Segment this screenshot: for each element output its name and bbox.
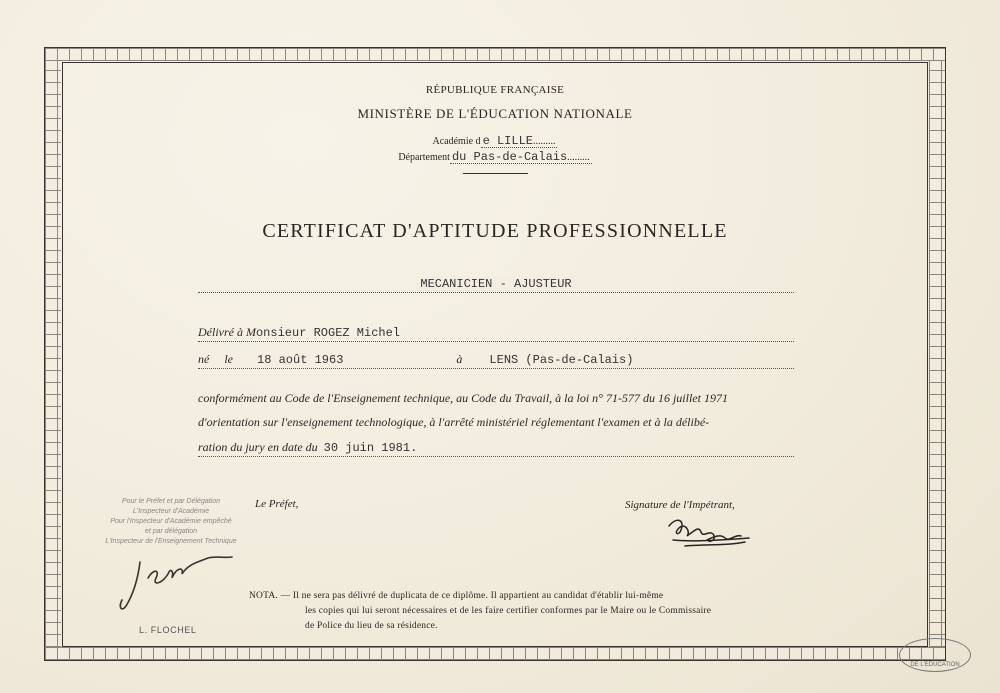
birth-line [198, 352, 794, 369]
ministry-heading: MINISTÈRE DE L'ÉDUCATION NATIONALE [357, 106, 633, 121]
nota-line-1: NOTA. — Il ne sera pas délivré de duplicata de ce diplôme. Il appartient au candidat d'établir lui-même [249, 591, 664, 601]
delivered-label: Délivré à M [198, 325, 256, 339]
jury-date-label: ration du jury en date du [198, 440, 318, 454]
departement-value: du Pas-de-Calais [451, 150, 568, 164]
header-divider [463, 173, 528, 174]
nota-block [249, 589, 769, 634]
at-label: à [456, 352, 463, 366]
birth-date: 18 août 1963 [257, 353, 344, 367]
jury-date: 30 juin 1981. [323, 441, 418, 455]
stamp-line: L'Inspecteur de l'Enseignement Technique [105, 538, 237, 545]
delegation-stamp [78, 497, 264, 547]
stamp-line: Pour l'Inspecteur d'Académie empêché [110, 518, 232, 525]
academie-value: e LILLE [482, 134, 533, 148]
departement-label: Département [398, 152, 450, 163]
jury-date-line [198, 439, 794, 457]
republic-heading: RÉPUBLIQUE FRANÇAISE [425, 84, 565, 96]
recipient-line [198, 325, 794, 342]
academie-label: Académie d [432, 136, 481, 147]
body-text-line-1: conformément au Code de l'Enseignement technique, au Code du Travail, à la loi n° 71-577 du 16 juillet 1971 [198, 391, 728, 405]
body-text-line-2: d'orientation sur l'enseignement technologique, à l'arrêté ministériel réglementant l'examen et à la délibé- [198, 415, 710, 429]
stamp-line: L'Inspecteur d'Académie [132, 508, 210, 515]
stamp-line: et par délégation [144, 528, 198, 535]
nota-line-3: de Police du lieu de sa résidence. [305, 621, 438, 631]
certificate-title: CERTIFICAT D'APTITUDE PROFESSIONNELLE [262, 220, 728, 242]
nota-line-2: les copies qui lui seront nécessaires et de les faire certifier conformes par le Maire ou le Commissaire [305, 606, 712, 616]
seal-text: DE L'ÉDUCATION [910, 662, 960, 668]
speciality-line [198, 276, 794, 293]
official-name: L. FLOCHEL [139, 625, 197, 635]
academie-line: Académie d e LILLE......... [432, 134, 556, 148]
impetrant-signature-label: Signature de l'Impétrant, [625, 499, 735, 511]
prefet-label: Le Préfet, [255, 498, 299, 510]
born-label: né [198, 352, 210, 366]
official-seal [899, 638, 971, 672]
departement-line: Département du Pas-de-Calais......... [398, 150, 590, 164]
birth-place: LENS (Pas-de-Calais) [489, 353, 634, 367]
on-label: le [224, 352, 233, 366]
official-signature-icon [112, 548, 242, 618]
stamp-line: Pour le Préfet et par Délégation [121, 498, 221, 505]
impetrant-signature-icon [665, 512, 755, 552]
recipient-name: onsieur ROGEZ Michel [255, 326, 401, 340]
speciality-value: MECANICIEN - AJUSTEUR [416, 277, 575, 291]
